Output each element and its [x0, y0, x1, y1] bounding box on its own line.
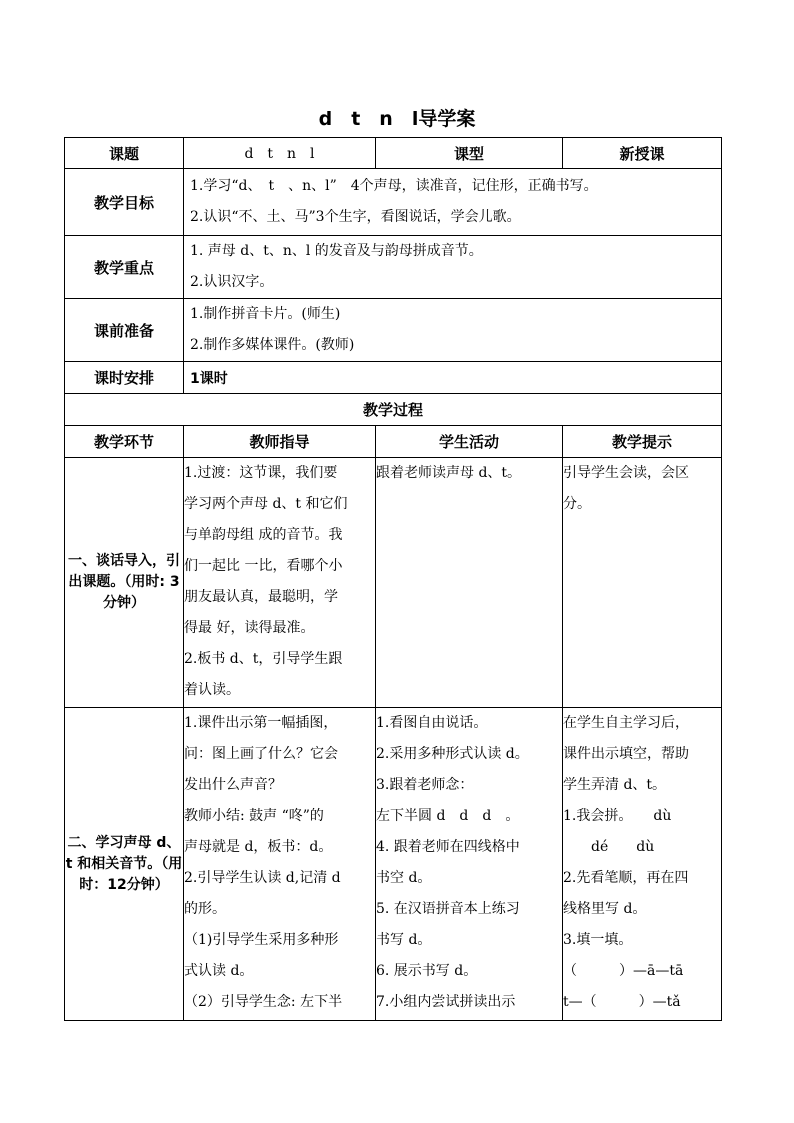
teacher-line: 问：图上画了什么？它会 — [184, 746, 338, 762]
teacher-line: 发出什么声音？ — [184, 777, 282, 793]
topic-value: d t n l — [184, 138, 376, 169]
teacher-line: （1)引导学生采用多种形 — [184, 932, 339, 948]
key-points-line: 2.认识汉字。 — [190, 274, 274, 290]
teacher-line: 着认读。 — [184, 682, 240, 698]
tips-line: 学生弄清 d、t。 — [563, 777, 667, 793]
column-header: 教师指导 — [184, 426, 376, 458]
column-header: 教学环节 — [65, 426, 184, 458]
key-points-label: 教学重点 — [65, 236, 184, 299]
prep-line: 1.制作拼音卡片。(师生) — [190, 306, 341, 322]
teacher-line: 1.课件出示第一幅插图， — [184, 715, 338, 731]
student-line: 5. 在汉语拼音本上练习 — [376, 901, 520, 917]
schedule-value: 1课时 — [184, 362, 722, 394]
teacher-cell — [184, 708, 376, 1021]
student-line: 书空 d。 — [376, 870, 432, 886]
tips-line: 在学生自主学习后， — [563, 715, 689, 731]
type-value: 新授课 — [563, 138, 722, 169]
prep-row — [65, 299, 722, 362]
lesson-plan-table — [64, 137, 722, 1021]
process-row — [65, 708, 722, 1021]
goals-label: 教学目标 — [65, 169, 184, 236]
prep-label: 课前准备 — [65, 299, 184, 362]
student-line: 书写 d。 — [376, 932, 432, 948]
key-points-content — [184, 236, 722, 299]
student-line: 4. 跟着老师在四线格中 — [376, 839, 520, 855]
process-heading-row — [65, 394, 722, 426]
tips-cell — [563, 458, 722, 708]
stage-cell: 一、谈话导入，引出课题。（用时: 3分钟） — [65, 458, 184, 708]
process-columns-row — [65, 426, 722, 458]
goals-line: 1.学习“d、 t 、n、l” 4个声母，读准音，记住形，正确书写。 — [190, 178, 598, 194]
tips-line: 线格里写 d。 — [563, 901, 647, 917]
student-line: 3.跟着老师念： — [376, 777, 474, 793]
schedule-label: 课时安排 — [65, 362, 184, 394]
teacher-line: 朋友最认真，最聪明，学 — [184, 589, 338, 605]
tips-line: 引导学生会读，会区 — [563, 465, 689, 481]
goals-content — [184, 169, 722, 236]
student-cell — [376, 708, 563, 1021]
student-line: 7.小组内尝试拼读出示 — [376, 994, 516, 1010]
teacher-line: 们一起比 一比，看哪个小 — [184, 558, 343, 574]
teacher-line: 1.过渡：这节课，我们要 — [184, 465, 338, 481]
teacher-line: 式认读 d。 — [184, 963, 254, 979]
tips-line: 1.我会拼。 dù — [563, 808, 672, 824]
student-cell — [376, 458, 563, 708]
tips-cell — [563, 708, 722, 1021]
student-line: 跟着老师读声母 d、t。 — [376, 465, 522, 481]
student-line: 2.采用多种形式认读 d。 — [376, 746, 529, 762]
column-header: 教学提示 — [563, 426, 722, 458]
teacher-line: 教师小结: 鼓声 “咚”的 — [184, 808, 324, 824]
tips-line: （ ）—ā—tā — [563, 963, 684, 979]
teacher-line: （2）引导学生念: 左下半 — [184, 994, 343, 1010]
schedule-row — [65, 362, 722, 394]
key-points-line: 1. 声母 d、t、n、l 的发音及与韵母拼成音节。 — [190, 243, 483, 259]
tips-line: t—（ ）—tǎ — [563, 994, 681, 1010]
tips-line: 课件出示填空，帮助 — [563, 746, 689, 762]
goals-line: 2.认识“不、土、马”3个生字，看图说话，学会儿歌。 — [190, 209, 521, 225]
student-line: 左下半圆 d d d 。 — [376, 808, 520, 824]
teacher-line: 的形。 — [184, 901, 226, 917]
tips-line: 2.先看笔顺，再在四 — [563, 870, 689, 886]
stage-cell: 二、学习声母 d、t 和相关音节。（用时：12分钟） — [65, 708, 184, 1021]
student-line: 1.看图自由说话。 — [376, 715, 488, 731]
prep-line: 2.制作多媒体课件。(教师) — [190, 337, 355, 353]
student-line: 6. 展示书写 d。 — [376, 963, 478, 979]
goals-row — [65, 169, 722, 236]
tips-line: 3.填一填。 — [563, 932, 633, 948]
key-points-row — [65, 236, 722, 299]
teacher-cell — [184, 458, 376, 708]
teacher-line: 学习两个声母 d、t 和它们 — [184, 496, 348, 512]
process-row — [65, 458, 722, 708]
prep-content — [184, 299, 722, 362]
meta-row — [65, 138, 722, 169]
teacher-line: 与单韵母组 成的音节。我 — [184, 527, 343, 543]
type-label: 课型 — [376, 138, 563, 169]
tips-line: dé dù — [563, 839, 655, 855]
process-heading: 教学过程 — [65, 394, 722, 426]
document-title: d t n l导学案 — [318, 108, 476, 130]
teacher-line: 2.引导学生认读 d,记清 d — [184, 870, 341, 886]
teacher-line: 得最 好，读得最准。 — [184, 620, 315, 636]
teacher-line: 2.板书 d、t，引导学生跟 — [184, 651, 343, 667]
teacher-line: 声母就是 d，板书：d。 — [184, 839, 333, 855]
column-header: 学生活动 — [376, 426, 563, 458]
topic-label: 课题 — [65, 138, 184, 169]
tips-line: 分。 — [563, 496, 591, 512]
